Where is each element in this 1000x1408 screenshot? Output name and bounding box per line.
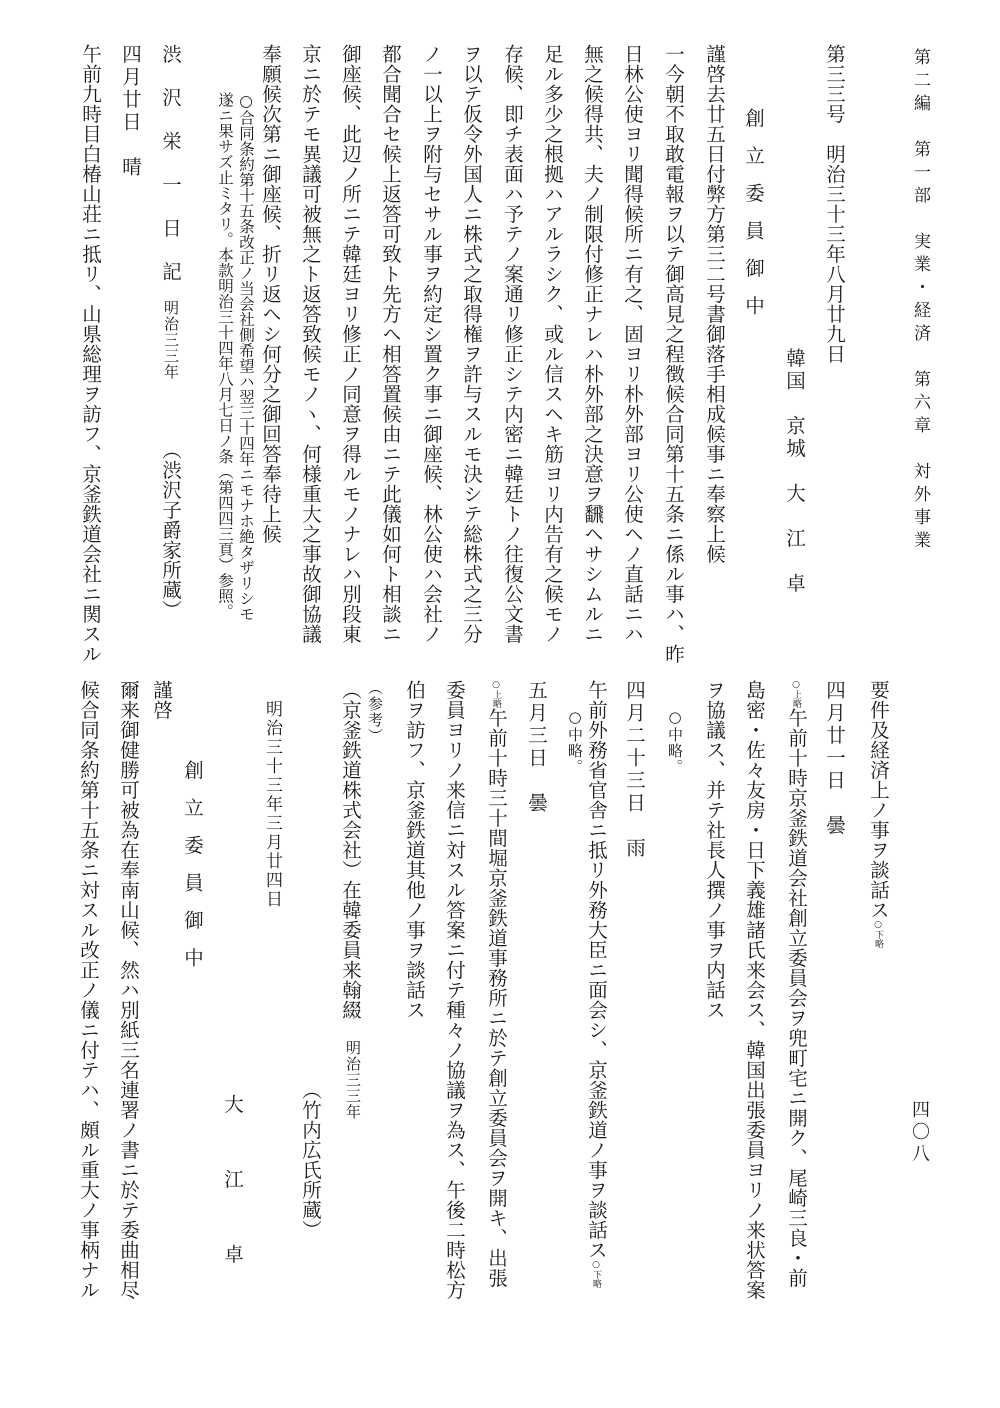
diary-year: 明治三三年 (162, 300, 180, 380)
body-line-2: 一今朝不取敢電報ヲ以テ御高見之程徴候合同第十五条ニ係ル事ハ、昨 (662, 44, 685, 664)
reference-greeting: 謹啓 (150, 680, 173, 720)
body-line-7: ヲ以テ仮令外国人ニ株式之取得権ヲ許与スルモ決シテ総株式之三分 (460, 44, 483, 644)
omission-note-pre-2: ○上略 (491, 680, 501, 708)
body-line-1: 謹啓去廿五日付弊方第三二号書御落手相成候事ニ奉察上候 (703, 44, 726, 564)
entry1-line-1 (778, 680, 808, 1288)
editor-note-2: 遂ニ果サズ止ミタリ。本款明治三十四年八月七日ノ条（第四四三頁）参照。 (216, 92, 234, 619)
body-line-4: 無之候得共、夫ノ制限付修正ナレハ朴外部之決意ヲ飜ヘサシムルニ (581, 44, 604, 644)
diary-date: 四月廿日 晴 (119, 44, 142, 179)
reference-year: 明治三三年 (344, 1040, 362, 1120)
ellipsis-2: ○中略。 (566, 708, 584, 775)
entry1-text-1: 午前十時京釜鉄道会社創立委員会ヲ兜町宅ニ開ク、尾崎三良・前 (785, 708, 808, 1288)
entry3-date: 五月三日 曇 (525, 680, 548, 815)
body-line-9: 都合聞合セ候上返答可致ト先方ヘ相答置候由ニテ此儀如何ト相談ニ (379, 44, 402, 644)
body-line-5: 足ル多少之根拠ハアルラシク、或ル信スヘキ筋ヨリ内告有之候モノ (541, 44, 564, 644)
entry2-line (578, 680, 606, 1320)
document-number: 第三三号 明治三十三年八月廿九日 (823, 44, 846, 364)
reference-label: （参考） (366, 680, 384, 744)
entry3-line-2: 委員ヨリノ来信ニ対スル答案ニ付テ種々ノ協議ヲ為ス、午後二時松方 (443, 680, 466, 1300)
body-line-10: 御座候、此辺ノ所ニテ韓廷ヨリ修正ノ同意ヲ得ルモノナレハ別段東 (339, 44, 362, 644)
omission-note-2: ○下略 (591, 1260, 601, 1288)
reference-recipient: 創立委員御中 (181, 760, 204, 985)
reference-line-2: 候合同条約第十五条ニ対スル改正ノ儀ニ付テハ、頗ル重大ノ事柄ナル (77, 680, 100, 1300)
diary-source: （渋沢子爵家所蔵） (159, 440, 182, 620)
running-head: 第二編 第一部 実業・経済 第六章 対外事業 (910, 48, 930, 554)
ellipsis-1: ○中略。 (666, 708, 684, 775)
body-line-3: 日林公使ヨリ聞得候所ニ有之、固ヨリ朴外部ヨリ公使ヘノ直話ニハ (621, 44, 644, 644)
body-line-11: 京ニ於テモ異議可被無之ト返答致候モノヽ、何様重大之事故御協議 (299, 44, 322, 644)
sender: 韓国 京城 大 江 卓 (783, 348, 806, 596)
diary-cont-text: 要件及経済上ノ事ヲ談話ス (867, 680, 890, 920)
reference-title: （京釜鉄道株式会社）在韓委員来翰綴 (339, 680, 362, 1020)
entry1-line-2: 島密・佐々友房・日下義雄諸氏来会ス、韓国出張委員ヨリノ来状答案 (743, 680, 766, 1300)
entry2-text: 午前外務省官舎ニ抵リ外務大臣ニ面会シ、京釜鉄道ノ事ヲ談話ス (585, 680, 608, 1260)
reference-source: （竹内広氏所蔵） (299, 1080, 322, 1240)
entry3-text-1: 午前十時三十間堀京釜鉄道事務所ニ於テ創立委員会ヲ開キ、出張 (485, 708, 508, 1288)
entry3-line-1 (478, 680, 506, 1290)
reference-date: 明治三十三年三月廿四日 (262, 700, 282, 909)
diary-title: 渋沢栄一日記 (159, 44, 182, 305)
omission-note-pre: ○上略 (791, 680, 801, 708)
entry2-date: 四月二十三日 雨 (623, 680, 646, 860)
omission-note: ○下略 (873, 920, 883, 948)
body-line-12: 奉願候次第ニ御座候、折リ返ヘシ何分之御回答奉待上候 (259, 44, 282, 544)
diary-cont-line (858, 680, 888, 1080)
entry3-line-3: 伯ヲ訪フ、京釜鉄道其他ノ事ヲ談話ス (403, 680, 426, 1020)
reference-line-1: 爾来御健勝可被為在奉南山候、然ハ別紙三名連署ノ書ニ於テ委曲相尽 (117, 680, 140, 1300)
entry1-date: 四月廿一日 曇 (823, 680, 846, 838)
recipient: 創立委員御中 (742, 108, 765, 333)
body-line-6: 存候、即チ表面ハ予テノ案通リ修正シテ内密ニ韓廷トノ往復公文書 (501, 44, 524, 644)
page-number: 四〇八 (909, 1100, 930, 1166)
body-line-8: ノ一以上ヲ附与セサル事ヲ約定シ置ク事ニ御座候、林公使ハ会社ノ (420, 44, 443, 644)
diary-line-1: 午前九時目白椿山荘ニ抵リ、山県総理ヲ訪フ、京釜鉄道会社ニ関スル (79, 44, 102, 664)
reference-sender: 大 江 卓 (221, 1094, 244, 1282)
editor-note-1: ○合同条約第十五条改正ノ当会社側希望ハ翌三十四年ニモナホ絶タザリシモ (237, 92, 255, 622)
entry1-line-3: ヲ協議ス、并テ社長人撰ノ事ヲ内話ス (703, 680, 726, 1020)
